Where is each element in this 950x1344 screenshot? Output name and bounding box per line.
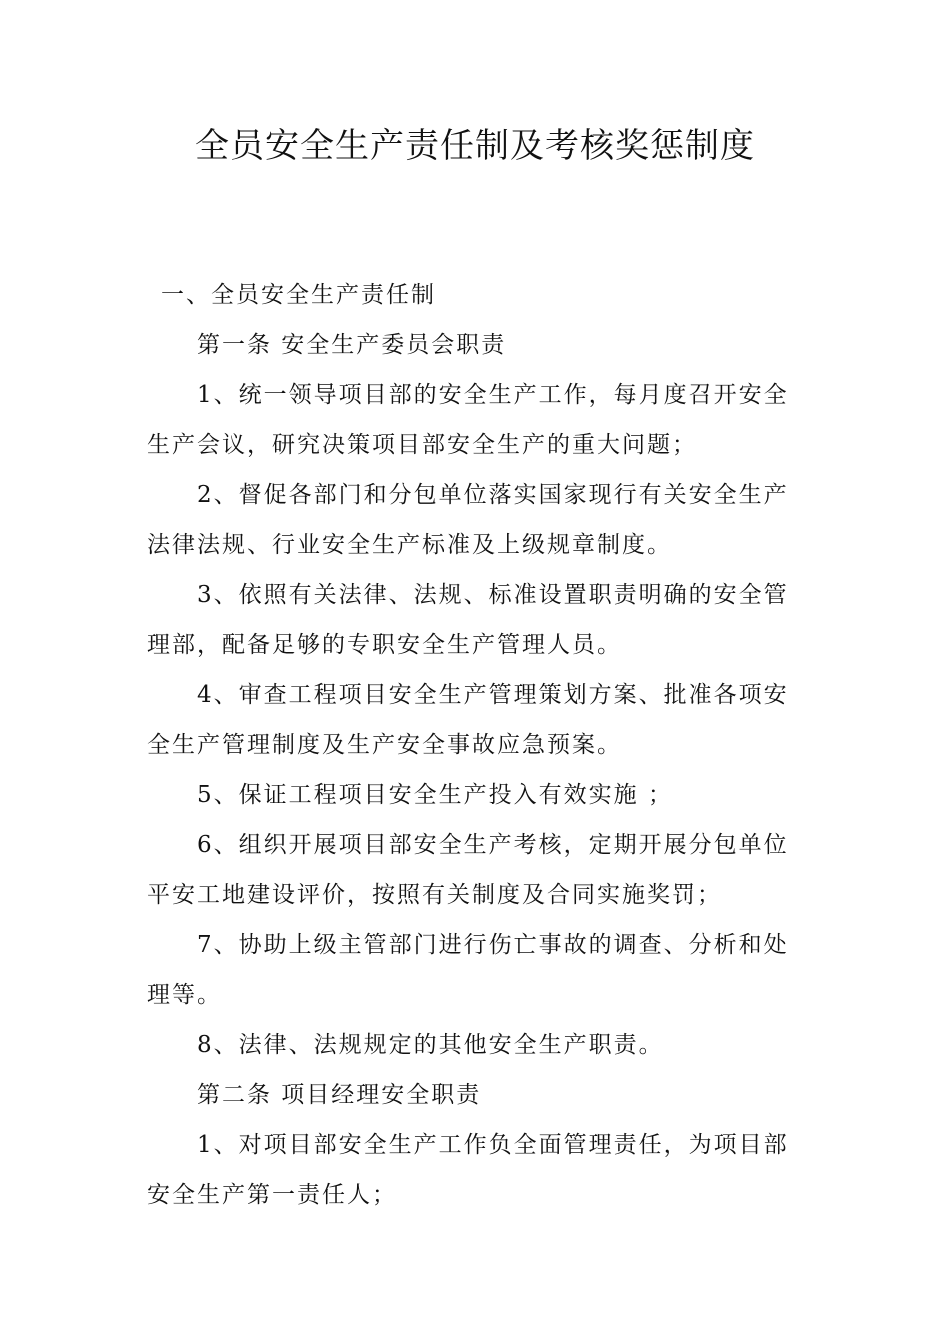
paragraph-line: 2、督促各部门和分包单位落实国家现行有关安全生产 xyxy=(197,482,789,508)
paragraph-line: 全生产管理制度及生产安全事故应急预案。 xyxy=(147,732,622,758)
paragraph-line: 8、法律、法规规定的其他安全生产职责。 xyxy=(197,1032,664,1058)
paragraph-line: 平安工地建设评价，按照有关制度及合同实施奖罚； xyxy=(147,882,722,908)
paragraph-line: 7、协助上级主管部门进行伤亡事故的调查、分析和处 xyxy=(197,932,789,958)
article-heading: 第一条 安全生产委员会职责 xyxy=(197,332,507,358)
paragraph-line: 3、依照有关法律、法规、标准设置职责明确的安全管 xyxy=(197,582,789,608)
document-body xyxy=(147,270,807,1220)
paragraph-line: 1、对项目部安全生产工作负全面管理责任，为项目部 xyxy=(197,1132,789,1158)
paragraph-line: 4、审查工程项目安全生产管理策划方案、批准各项安 xyxy=(197,682,789,708)
paragraph-line: 6、组织开展项目部安全生产考核，定期开展分包单位 xyxy=(197,832,789,858)
paragraph-line: 生产会议，研究决策项目部安全生产的重大问题； xyxy=(147,432,697,458)
section-heading: 一、全员安全生产责任制 xyxy=(161,282,436,308)
paragraph-line: 理部，配备足够的专职安全生产管理人员。 xyxy=(147,632,622,658)
paragraph-line: 5、保证工程项目安全生产投入有效实施 ； xyxy=(197,782,673,808)
paragraph-line: 安全生产第一责任人； xyxy=(147,1182,397,1208)
paragraph-line: 1、统一领导项目部的安全生产工作，每月度召开安全 xyxy=(197,382,789,408)
article-heading: 第二条 项目经理安全职责 xyxy=(197,1082,482,1108)
document-title: 全员安全生产责任制及考核奖惩制度 xyxy=(195,126,755,166)
paragraph-line: 法律法规、行业安全生产标准及上级规章制度。 xyxy=(147,532,672,558)
paragraph-line: 理等。 xyxy=(147,982,222,1008)
